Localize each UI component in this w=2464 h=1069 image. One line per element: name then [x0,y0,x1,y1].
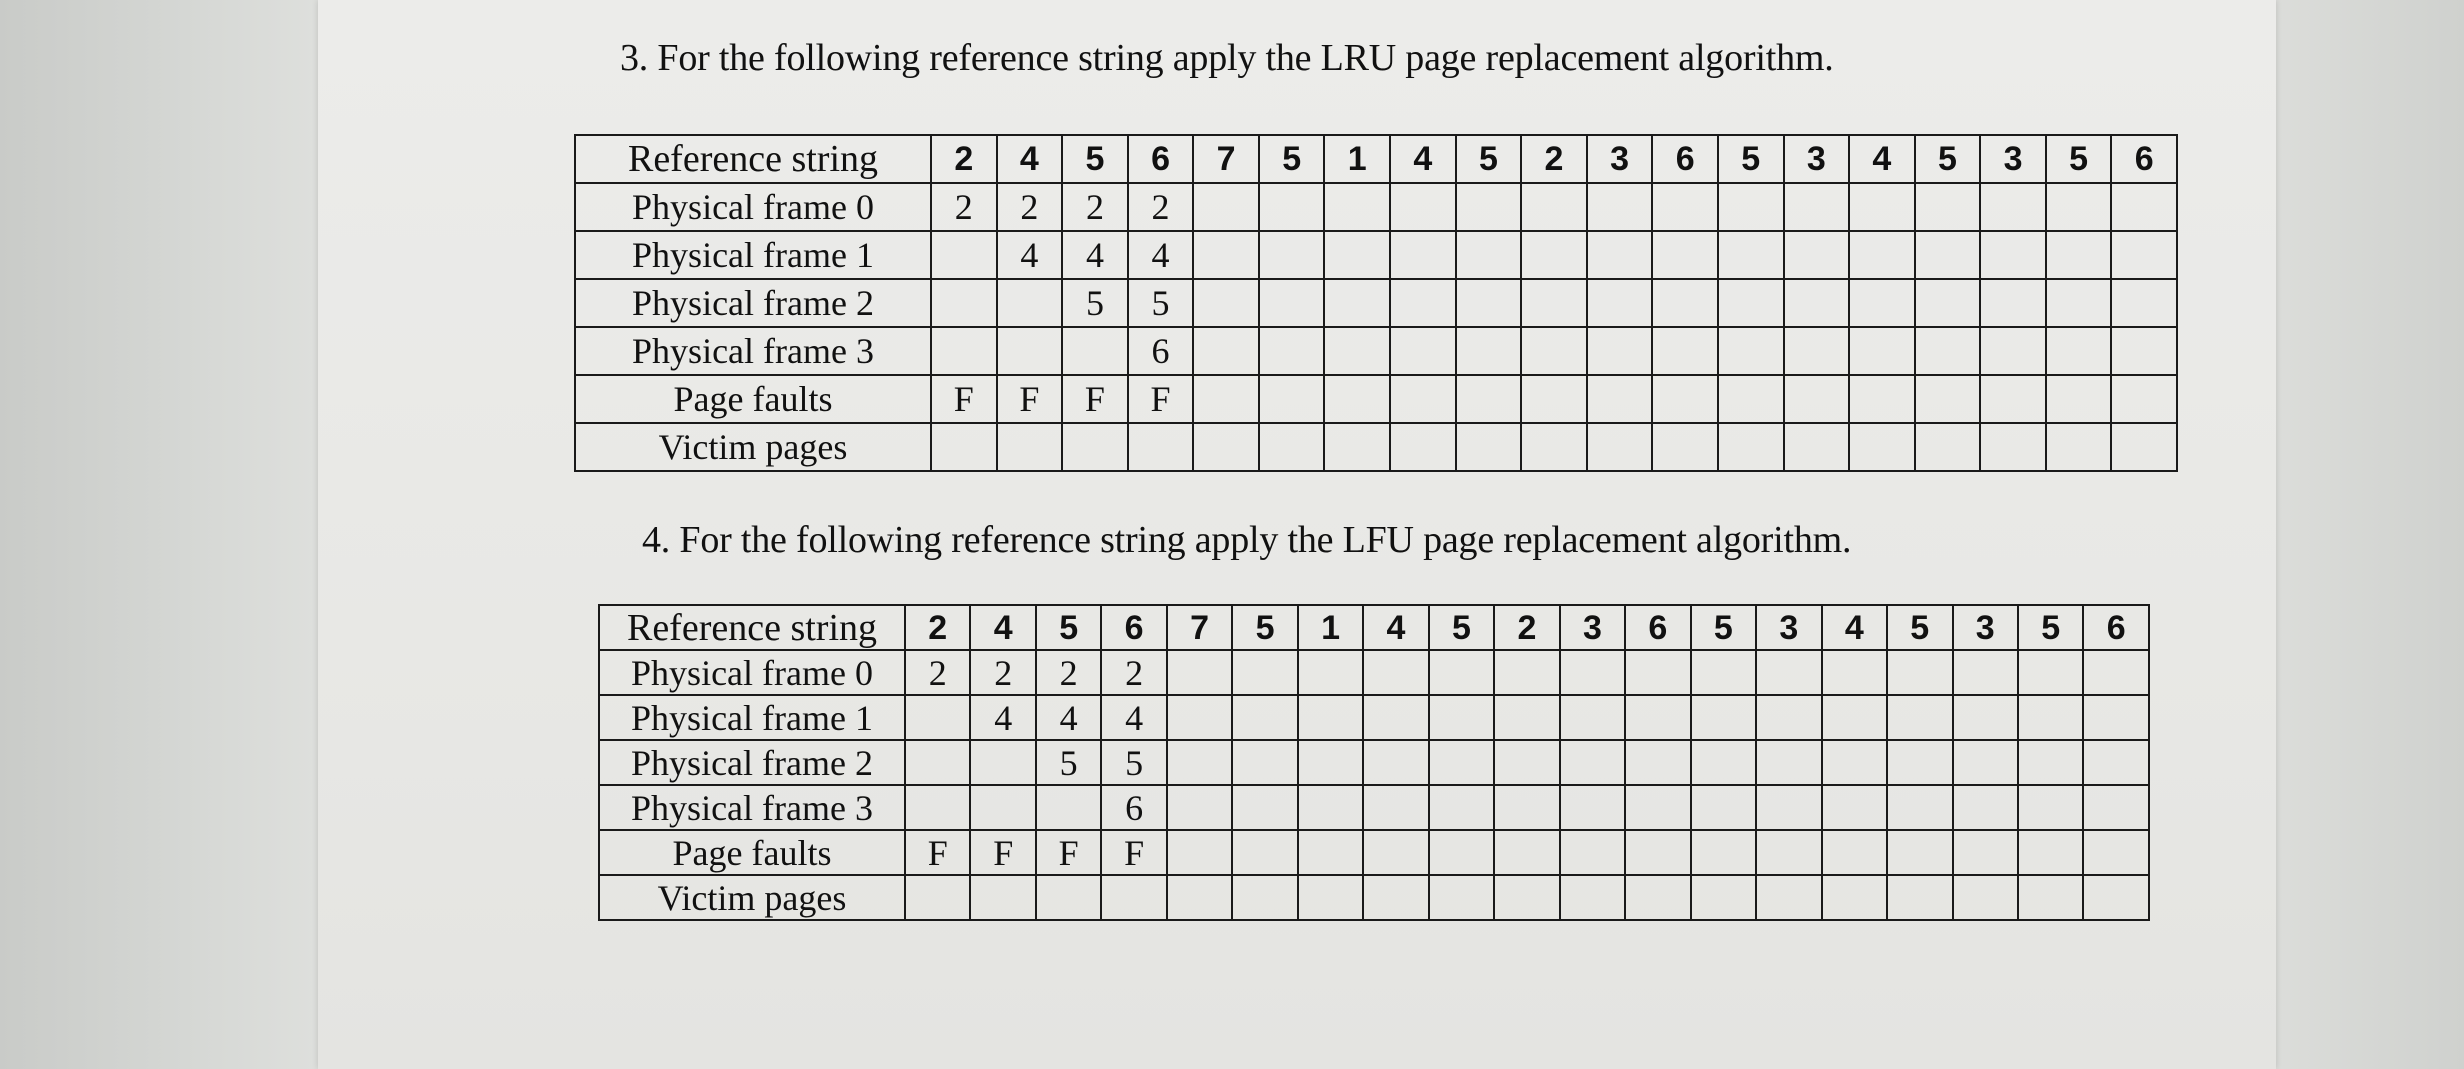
answer-cell[interactable] [2046,279,2112,327]
answer-cell[interactable] [1429,650,1494,695]
answer-cell[interactable] [1560,785,1625,830]
answer-cell[interactable] [970,740,1035,785]
answer-cell[interactable] [1691,650,1756,695]
reference-cell: 6 [2083,605,2149,650]
answer-cell[interactable] [1718,231,1784,279]
answer-cell[interactable] [1915,279,1981,327]
answer-cell[interactable] [1494,650,1559,695]
answer-cell[interactable] [1390,423,1456,471]
answer-cell[interactable] [1887,740,1952,785]
answer-cell[interactable] [1298,650,1363,695]
reference-cell: 2 [905,605,970,650]
answer-cell[interactable] [1915,231,1981,279]
reference-cell: 1 [1324,135,1390,183]
answer-cell[interactable] [1456,375,1522,423]
answer-cell[interactable] [905,875,970,920]
answer-cell[interactable] [970,875,1035,920]
answer-cell[interactable] [1494,785,1559,830]
answer-cell[interactable]: 6 [1101,785,1166,830]
answer-cell[interactable] [1259,231,1325,279]
answer-cell[interactable] [1193,279,1259,327]
row-label: Physical frame 3 [575,327,931,375]
answer-cell[interactable] [1587,327,1653,375]
answer-cell[interactable] [1849,423,1915,471]
answer-cell[interactable] [1521,423,1587,471]
answer-cell[interactable] [2046,183,2112,231]
answer-cell[interactable] [1521,375,1587,423]
answer-cell[interactable] [1232,650,1297,695]
answer-cell[interactable]: F [970,830,1035,875]
answer-cell[interactable] [1232,740,1297,785]
answer-cell[interactable] [1953,740,2018,785]
answer-cell[interactable]: 4 [997,231,1063,279]
answer-cell[interactable] [1390,375,1456,423]
answer-cell[interactable] [1259,375,1325,423]
reference-cell: 2 [931,135,997,183]
reference-cell: 5 [1232,605,1297,650]
reference-cell: 5 [2018,605,2083,650]
answer-cell[interactable] [1259,327,1325,375]
answer-cell[interactable] [2018,830,2083,875]
answer-cell[interactable] [1324,183,1390,231]
answer-cell[interactable] [1167,875,1232,920]
answer-cell[interactable] [1193,231,1259,279]
answer-cell[interactable] [1691,785,1756,830]
answer-cell[interactable] [1625,740,1690,785]
answer-cell[interactable] [1587,279,1653,327]
answer-cell[interactable] [1822,740,1887,785]
answer-cell[interactable] [1298,785,1363,830]
answer-cell[interactable] [1587,423,1653,471]
answer-cell[interactable] [1560,875,1625,920]
reference-cell: 5 [1259,135,1325,183]
answer-cell[interactable] [1062,327,1128,375]
answer-cell[interactable] [1625,650,1690,695]
answer-cell[interactable] [997,327,1063,375]
answer-cell[interactable] [1718,423,1784,471]
frame-1-row [599,695,2149,740]
answer-cell[interactable] [1429,875,1494,920]
answer-cell[interactable] [2018,740,2083,785]
answer-cell[interactable]: 2 [1062,183,1128,231]
answer-cell[interactable] [1363,830,1428,875]
page-faults-row [599,830,2149,875]
reference-cell: 5 [1691,605,1756,650]
answer-cell[interactable]: 5 [1128,279,1194,327]
answer-cell[interactable] [1232,830,1297,875]
reference-cell: 7 [1167,605,1232,650]
reference-cell: 5 [1456,135,1522,183]
answer-cell[interactable] [1822,830,1887,875]
answer-cell[interactable] [1980,327,2046,375]
answer-cell[interactable] [1849,279,1915,327]
answer-cell[interactable]: 2 [1101,650,1166,695]
reference-cell: 6 [1101,605,1166,650]
answer-cell[interactable] [1691,695,1756,740]
row-label: Victim pages [575,423,931,471]
answer-cell[interactable] [1784,423,1850,471]
answer-cell[interactable] [1652,183,1718,231]
answer-cell[interactable] [1429,785,1494,830]
answer-cell[interactable] [1390,279,1456,327]
answer-cell[interactable] [1915,183,1981,231]
answer-cell[interactable] [1915,375,1981,423]
answer-cell[interactable] [1822,785,1887,830]
answer-cell[interactable] [1587,231,1653,279]
reference-cell: 6 [1652,135,1718,183]
answer-cell[interactable] [1494,830,1559,875]
answer-cell[interactable] [1036,875,1101,920]
answer-cell[interactable] [1652,327,1718,375]
frame-3-row [575,327,2177,375]
answer-cell[interactable] [1718,327,1784,375]
answer-cell[interactable] [1259,279,1325,327]
answer-cell[interactable] [1784,279,1850,327]
answer-cell[interactable] [1101,875,1166,920]
reference-cell: 2 [1494,605,1559,650]
answer-cell[interactable]: F [1128,375,1194,423]
answer-cell[interactable] [931,327,997,375]
answer-cell[interactable] [1953,695,2018,740]
answer-cell[interactable] [1953,650,2018,695]
answer-cell[interactable] [1390,327,1456,375]
answer-cell[interactable] [905,785,970,830]
row-label: Reference string [599,605,905,650]
answer-cell[interactable] [1429,830,1494,875]
answer-cell[interactable] [1324,423,1390,471]
answer-cell[interactable] [1298,830,1363,875]
reference-cell: 4 [1849,135,1915,183]
reference-cell: 1 [1298,605,1363,650]
answer-cell[interactable] [1560,830,1625,875]
answer-cell[interactable] [931,231,997,279]
reference-cell: 4 [997,135,1063,183]
row-label: Physical frame 1 [575,231,931,279]
lru-table [574,134,2178,472]
answer-cell[interactable]: 2 [905,650,970,695]
answer-cell[interactable]: 5 [1101,740,1166,785]
reference-cell: 5 [2046,135,2112,183]
row-label: Physical frame 2 [599,740,905,785]
answer-cell[interactable]: 4 [1101,695,1166,740]
answer-cell[interactable] [1429,695,1494,740]
reference-cell: 3 [1756,605,1821,650]
answer-cell[interactable] [2111,375,2177,423]
answer-cell[interactable] [1324,327,1390,375]
answer-cell[interactable] [1953,785,2018,830]
victim-pages-row [575,423,2177,471]
answer-cell[interactable] [1718,279,1784,327]
answer-cell[interactable] [1756,875,1821,920]
answer-cell[interactable] [1849,231,1915,279]
reference-cell: 5 [1429,605,1494,650]
answer-cell[interactable] [1390,183,1456,231]
answer-cell[interactable] [1980,375,2046,423]
answer-cell[interactable]: 2 [1036,650,1101,695]
answer-cell[interactable] [1324,375,1390,423]
answer-cell[interactable] [2111,423,2177,471]
answer-cell[interactable] [1953,830,2018,875]
answer-cell[interactable] [1363,875,1428,920]
answer-cell[interactable]: F [997,375,1063,423]
answer-cell[interactable]: 5 [1036,740,1101,785]
answer-cell[interactable] [1232,785,1297,830]
answer-cell[interactable] [905,695,970,740]
answer-cell[interactable] [1324,279,1390,327]
answer-cell[interactable] [1784,183,1850,231]
answer-cell[interactable] [1036,785,1101,830]
answer-cell[interactable]: 4 [1062,231,1128,279]
reference-cell: 6 [1625,605,1690,650]
answer-cell[interactable] [1363,650,1428,695]
answer-cell[interactable] [1625,695,1690,740]
answer-cell[interactable]: 6 [1128,327,1194,375]
answer-cell[interactable] [997,423,1063,471]
answer-cell[interactable] [2111,231,2177,279]
reference-cell: 2 [1521,135,1587,183]
victim-pages-row [599,875,2149,920]
answer-cell[interactable] [2018,875,2083,920]
answer-cell[interactable] [1980,423,2046,471]
answer-cell[interactable] [1193,327,1259,375]
answer-cell[interactable] [1363,695,1428,740]
reference-cell: 5 [1036,605,1101,650]
answer-cell[interactable] [1193,183,1259,231]
answer-cell[interactable] [931,423,997,471]
answer-cell[interactable]: F [1062,375,1128,423]
answer-cell[interactable] [1128,423,1194,471]
answer-cell[interactable] [1756,785,1821,830]
answer-cell[interactable] [1521,183,1587,231]
answer-cell[interactable] [1390,231,1456,279]
answer-cell[interactable]: 4 [970,695,1035,740]
answer-cell[interactable] [1456,279,1522,327]
answer-cell[interactable] [1822,695,1887,740]
answer-cell[interactable] [931,279,997,327]
reference-cell: 4 [970,605,1035,650]
answer-cell[interactable] [1363,785,1428,830]
answer-cell[interactable] [1494,740,1559,785]
answer-cell[interactable] [1849,375,1915,423]
reference-cell: 5 [1915,135,1981,183]
reference-cell: 4 [1390,135,1456,183]
reference-cell: 4 [1363,605,1428,650]
reference-cell: 5 [1887,605,1952,650]
answer-cell[interactable] [905,740,970,785]
reference-cell: 6 [2111,135,2177,183]
answer-cell[interactable] [1259,423,1325,471]
row-label: Page faults [575,375,931,423]
answer-cell[interactable] [1521,327,1587,375]
answer-cell[interactable] [2046,423,2112,471]
answer-cell[interactable] [1652,375,1718,423]
frame-0-row [575,183,2177,231]
answer-cell[interactable]: F [931,375,997,423]
row-label: Physical frame 3 [599,785,905,830]
answer-cell[interactable] [1560,740,1625,785]
row-label: Physical frame 1 [599,695,905,740]
frame-1-row [575,231,2177,279]
answer-cell[interactable] [1521,279,1587,327]
answer-cell[interactable] [2083,875,2149,920]
answer-cell[interactable] [1887,785,1952,830]
answer-cell[interactable] [1324,231,1390,279]
frame-3-row [599,785,2149,830]
answer-cell[interactable] [1756,695,1821,740]
answer-cell[interactable] [1167,695,1232,740]
answer-cell[interactable] [1718,375,1784,423]
answer-cell[interactable] [2111,183,2177,231]
row-label: Victim pages [599,875,905,920]
answer-cell[interactable] [2018,650,2083,695]
reference-cell: 3 [1980,135,2046,183]
answer-cell[interactable] [1587,183,1653,231]
answer-cell[interactable] [2111,327,2177,375]
row-label: Physical frame 0 [575,183,931,231]
answer-cell[interactable] [2083,785,2149,830]
answer-cell[interactable] [1494,875,1559,920]
question-3-title: 3. For the following reference string apply the LRU page replacement algorithm. [620,37,1834,79]
answer-cell[interactable] [2083,695,2149,740]
answer-cell[interactable]: 2 [931,183,997,231]
reference-cell: 4 [1822,605,1887,650]
answer-cell[interactable] [1429,740,1494,785]
reference-cell: 5 [1062,135,1128,183]
answer-cell[interactable] [1691,740,1756,785]
answer-cell[interactable]: F [905,830,970,875]
answer-cell[interactable] [1062,423,1128,471]
answer-cell[interactable] [1822,875,1887,920]
answer-cell[interactable] [1456,183,1522,231]
reference-cell: 5 [1718,135,1784,183]
answer-cell[interactable] [1784,327,1850,375]
answer-cell[interactable] [1756,830,1821,875]
answer-cell[interactable]: 2 [1128,183,1194,231]
answer-cell[interactable] [1887,650,1952,695]
answer-cell[interactable] [1980,183,2046,231]
answer-cell[interactable] [2018,785,2083,830]
reference-cell: 3 [1953,605,2018,650]
reference-cell: 3 [1587,135,1653,183]
answer-cell[interactable] [2083,830,2149,875]
answer-cell[interactable]: 4 [1036,695,1101,740]
answer-cell[interactable] [1953,875,2018,920]
answer-cell[interactable] [1560,650,1625,695]
answer-cell[interactable] [1652,279,1718,327]
frame-0-row [599,650,2149,695]
answer-cell[interactable]: F [1036,830,1101,875]
answer-cell[interactable] [1456,423,1522,471]
question-4-title: 4. For the following reference string apply the LFU page replacement algorithm. [642,519,1852,561]
answer-cell[interactable] [1167,740,1232,785]
answer-cell[interactable] [1298,875,1363,920]
answer-cell[interactable] [2111,279,2177,327]
answer-cell[interactable] [1625,785,1690,830]
answer-cell[interactable] [1521,231,1587,279]
row-label: Physical frame 0 [599,650,905,695]
answer-cell[interactable] [1822,650,1887,695]
row-label: Page faults [599,830,905,875]
answer-cell[interactable] [1980,279,2046,327]
answer-cell[interactable] [1298,695,1363,740]
answer-cell[interactable] [2046,375,2112,423]
answer-cell[interactable] [1849,327,1915,375]
answer-cell[interactable] [1363,740,1428,785]
answer-cell[interactable] [2083,650,2149,695]
reference-cell: 6 [1128,135,1194,183]
answer-cell[interactable] [1718,183,1784,231]
reference-cell: 3 [1560,605,1625,650]
answer-cell[interactable]: 2 [997,183,1063,231]
row-label: Reference string [575,135,931,183]
answer-cell[interactable]: F [1101,830,1166,875]
answer-cell[interactable] [1756,650,1821,695]
answer-cell[interactable] [2046,327,2112,375]
row-label: Physical frame 2 [575,279,931,327]
answer-cell[interactable] [1587,375,1653,423]
answer-cell[interactable] [1756,740,1821,785]
answer-cell[interactable] [1784,375,1850,423]
answer-cell[interactable] [1849,183,1915,231]
answer-cell[interactable] [1193,375,1259,423]
answer-cell[interactable] [1167,830,1232,875]
answer-cell[interactable] [1494,695,1559,740]
answer-cell[interactable] [1915,327,1981,375]
answer-cell[interactable] [1691,830,1756,875]
answer-cell[interactable] [1915,423,1981,471]
answer-cell[interactable] [1625,830,1690,875]
reference-cell: 7 [1193,135,1259,183]
answer-cell[interactable] [1456,327,1522,375]
answer-cell[interactable] [1193,423,1259,471]
answer-cell[interactable] [1652,423,1718,471]
answer-cell[interactable] [1298,740,1363,785]
answer-cell[interactable] [1232,695,1297,740]
answer-cell[interactable] [2083,740,2149,785]
reference-string-row [599,605,2149,650]
answer-cell[interactable] [1560,695,1625,740]
answer-cell[interactable] [2018,695,2083,740]
answer-cell[interactable] [1625,875,1690,920]
answer-cell[interactable] [970,785,1035,830]
answer-cell[interactable] [1980,231,2046,279]
answer-cell[interactable] [1887,830,1952,875]
page-faults-row [575,375,2177,423]
answer-cell[interactable] [1887,695,1952,740]
answer-cell[interactable] [1167,785,1232,830]
answer-cell[interactable] [1652,231,1718,279]
answer-cell[interactable]: 5 [1062,279,1128,327]
answer-cell[interactable] [1259,183,1325,231]
answer-cell[interactable] [1456,231,1522,279]
reference-string-row [575,135,2177,183]
answer-cell[interactable]: 2 [970,650,1035,695]
answer-cell[interactable] [1167,650,1232,695]
frame-2-row [575,279,2177,327]
answer-cell[interactable] [1784,231,1850,279]
frame-2-row [599,740,2149,785]
answer-cell[interactable] [1887,875,1952,920]
reference-cell: 3 [1784,135,1850,183]
answer-cell[interactable] [1232,875,1297,920]
answer-cell[interactable] [2046,231,2112,279]
lfu-table [598,604,2150,921]
answer-cell[interactable] [1691,875,1756,920]
answer-cell[interactable] [997,279,1063,327]
answer-cell[interactable]: 4 [1128,231,1194,279]
